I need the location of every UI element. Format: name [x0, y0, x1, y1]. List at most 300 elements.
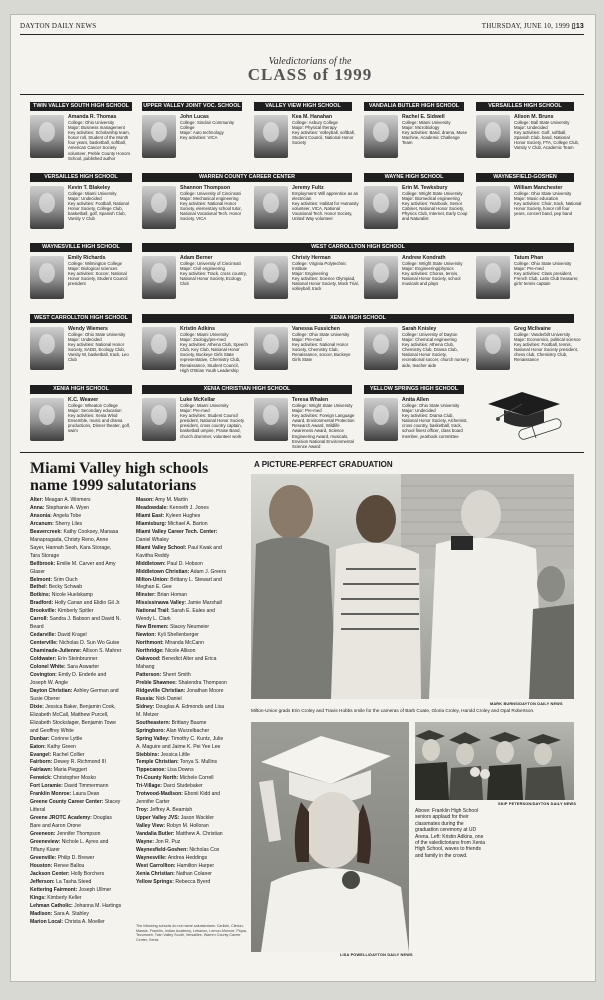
student-names: Nicholas D. Sun Wo Guise — [59, 640, 120, 647]
student-names: David Timmermann — [64, 783, 109, 790]
student-card: Jeremy Fultz Employment: Will apprentice as an electrician Key activities: Habitat for Humanity volunteer, VICA, National Vocational Tech. Honor Society, United Way volunteer — [254, 185, 358, 235]
graduation-heading: A PICTURE-PERFECT GRADUATION — [254, 460, 393, 469]
salutatorian-entry — [30, 521, 140, 529]
school-name: Marion Local: — [30, 918, 64, 925]
student-card: Amanda R. Thomas College: Ohio University Major: Business management Key activities: Scholarship team, honor roll, Student of the Month four years, basketball, softball, American Cancer Society volunteer, Preble County Honors School, published author — [30, 114, 134, 164]
student-names: Philip D. Brewer — [57, 854, 95, 861]
salutatorian-entry — [136, 600, 250, 608]
salutatorian-entry — [30, 529, 140, 537]
student-names: Nicole Huelskamp — [51, 592, 93, 599]
salutatorian-entry — [136, 736, 250, 744]
student-names: Maria Pieggert — [53, 767, 87, 774]
student-names: Christa A. Moeller — [64, 918, 105, 925]
student-names: Tara Storage — [30, 552, 60, 559]
salutatorian-entry — [136, 839, 250, 847]
school-name: Southeastern: — [136, 719, 171, 726]
school-name: Northridge: — [136, 648, 164, 655]
salutatorian-entry — [136, 815, 250, 823]
salutatorian-entry — [136, 616, 250, 624]
school-name: New Bremen: — [136, 624, 169, 631]
salutatorian-entry — [30, 696, 140, 704]
student-names: Litteral — [30, 807, 46, 814]
salutatorian-entry — [30, 624, 140, 632]
student-card: Sarah Knisley College: University of Dayton Major: Chemical engineering Key activities: Athena Club, Chemistry Club, Drama Club, National Honor Society, recreational soccer, church nursery aide, teacher aide — [364, 326, 468, 376]
school-header: WAYNESVILLE HIGH SCHOOL — [30, 243, 132, 252]
school-name: Greeneon: — [30, 831, 56, 838]
salutatorians-note: The following schools do not name salutatorians: Carlisle, Clinton-Massie, Franklin, Indian Academy, Lebanon, Lemon-Monroe, Piqua, Tecumseh, Twin Valley South, Versailles, Warren County Career Center, Xenia — [136, 924, 247, 942]
student-card: Andrew Kondrath College: Wright State University Major: Engineering/physics Key activities: Chorus, tennis, National Honor Society, school musicals and plays — [364, 255, 468, 305]
salutatorian-entry — [136, 791, 250, 799]
salutatorian-entry — [136, 584, 250, 592]
salutatorian-entry — [30, 704, 140, 712]
school-name: Troy: — [136, 807, 149, 814]
salutatorian-entry — [30, 561, 140, 569]
student-names: Stacey Neumeier — [169, 624, 210, 631]
school-name: Upper Valley JVS: — [136, 815, 180, 822]
student-names: Ebonii Kidd and — [184, 791, 221, 798]
student-card: K.C. Weaver College: Wheaton College Major: Secondary education Key activities: Xenia Wind Ensemble, music and drama productions, Dinner theater, golf, swim — [30, 397, 134, 447]
school-name: Arcanum: — [30, 520, 54, 527]
student-photo — [254, 115, 288, 158]
salutatorian-entry — [136, 592, 250, 600]
school-name: Beavercreek: — [30, 528, 63, 535]
school-name: Fairlawn: — [30, 767, 53, 774]
section-rule — [20, 452, 584, 453]
student-names: Kyli Shellenberger — [157, 632, 199, 639]
salutatorian-entry — [30, 759, 140, 767]
school-name: Coldwater: — [30, 656, 57, 663]
salutatorian-entry — [136, 521, 250, 529]
school-name: Greenville: — [30, 854, 57, 861]
school-header: WEST CARROLLTON HIGH SCHOOL — [30, 314, 132, 323]
salutatorian-entry — [136, 545, 250, 553]
school-name: Kings: — [30, 894, 46, 901]
student-names: M. Metzer — [136, 711, 159, 718]
student-photo — [142, 327, 176, 370]
salutatorian-entry — [30, 887, 140, 895]
school-name: Dayton Christian: — [30, 687, 73, 694]
salutatorian-entry — [30, 831, 140, 839]
salutatorian-entry — [136, 640, 250, 648]
salutatorian-entry — [30, 871, 140, 879]
school-name: Mississinawa Valley: — [136, 600, 187, 607]
school-name: Tri-County North: — [136, 775, 179, 782]
page-header — [20, 22, 584, 34]
student-names: Allison S. Mahrer — [82, 648, 122, 655]
student-names: Erin Steinbrunner — [57, 656, 98, 663]
student-card: Kea M. Hanahan College: Asbury College Major: Physical therapy Key activities: Volleyball, softball, Student Council, National Honor Society — [254, 114, 358, 164]
student-names: Kimberly Keller — [47, 894, 82, 901]
student-names: Lisa Downs — [167, 767, 194, 774]
salutatorian-entry — [136, 632, 250, 640]
student-names: Meghan E. Gee — [136, 584, 172, 591]
school-name: Madison: — [30, 910, 53, 917]
header-rule — [20, 34, 584, 35]
student-card: Kristin Adkins College: Miami University Major: Zoology/pre-med Key activities: Athena Club, Speech Club, Key Club, National Honor Society, Buckeye Girls State representative, Chemistry Club, Renaissance, Student Council, High O'Brian Youth Leadership — [142, 326, 246, 376]
student-names: Elizabeth Stockslager, Benjamin Towe — [30, 719, 116, 726]
salutatorian-entry — [30, 497, 140, 505]
salutatorian-entry — [136, 569, 250, 577]
graduation-photo-franklin — [415, 722, 574, 800]
school-name: Centerville: — [30, 640, 58, 647]
salutatorian-entry — [30, 895, 140, 903]
salutatorian-entry — [30, 680, 140, 688]
student-names: Stacey — [104, 799, 121, 806]
school-name: Sidney: — [136, 703, 155, 710]
salutatorian-entry — [30, 736, 140, 744]
student-photo — [364, 256, 398, 299]
school-header: VERSAILLES HIGH SCHOOL — [476, 102, 574, 111]
salutatorian-entry — [136, 799, 250, 807]
student-names: Jeffrey A. Beamish — [149, 807, 193, 814]
salutatorian-entry — [136, 529, 250, 537]
school-name: Meadowdale: — [136, 504, 168, 511]
salutatorian-entry — [136, 656, 250, 664]
school-name: Stebbins: — [136, 751, 160, 758]
student-names: Rebecca Byerd — [175, 878, 211, 885]
salutatorian-entry — [30, 577, 140, 585]
student-names: A. Maguire and Jaime K. Pei Yee Lee — [136, 743, 221, 750]
school-name: Eaton: — [30, 743, 46, 750]
student-names: David Kragel — [57, 632, 87, 639]
salutatorian-entry — [136, 775, 250, 783]
salutatorian-entry — [30, 791, 140, 799]
student-names: Tiffany Kiarer — [30, 846, 61, 853]
salutatorian-entry — [30, 600, 140, 608]
student-photo — [254, 256, 288, 299]
student-names: Brittany Baume — [171, 719, 207, 726]
student-names: Susie Oberer — [30, 695, 61, 702]
student-names: Elizabeth McCall, Matthew Purcell, — [30, 711, 109, 718]
school-header: XENIA HIGH SCHOOL — [142, 314, 574, 323]
school-name: Greene JROTC Academy: — [30, 815, 92, 822]
school-name: Temple Christian: — [136, 759, 179, 766]
student-photo — [364, 115, 398, 158]
student-names: Holly Borchers — [71, 870, 105, 877]
student-names: Kimberly Spitler — [57, 608, 94, 615]
salutatorian-entry — [30, 608, 140, 616]
student-names: Darci Studebaker — [163, 783, 203, 790]
salutatorian-entry — [136, 863, 250, 871]
school-name: Greeneview: — [30, 838, 61, 845]
salutatorian-entry — [30, 863, 140, 871]
student-names: Dewey R. Richmond III — [53, 759, 106, 766]
student-photo — [30, 256, 64, 299]
student-photo — [476, 256, 510, 299]
page-number: 13 — [575, 23, 584, 30]
salutatorian-entry — [136, 704, 250, 712]
student-names: Douglas — [93, 815, 112, 822]
school-name: Wayne: — [136, 838, 154, 845]
student-names: Jonathan Moore — [186, 687, 224, 694]
salutatorian-entry — [136, 680, 250, 688]
student-names: Kenneth J. Jones — [169, 504, 209, 511]
salutatorian-entry — [30, 815, 140, 823]
school-name: Jefferson: — [30, 878, 55, 885]
student-names: Sara Aswarter — [67, 664, 100, 671]
student-card: Teresa Whalen College: Wright State University Major: Pre-med Key activities: Foreign Language Award, Environmental Protection Research Award, Wildlife Awareness Award, Science Engineering Award, musicals, Envision National Environmental Science Award — [254, 397, 358, 447]
salutatorian-entry — [30, 640, 140, 648]
school-name: Milton-Union: — [136, 576, 169, 583]
student-names: Holly Canan and Elidio Gil Jr. — [54, 600, 121, 607]
student-photo — [476, 115, 510, 158]
school-name: Fenwick: — [30, 775, 52, 782]
school-name: Anna: — [30, 504, 45, 511]
salutatorian-entry — [136, 648, 250, 656]
salutatorian-entry — [30, 807, 140, 815]
school-header: WAYNE HIGH SCHOOL — [364, 173, 464, 182]
salutatorian-entry — [30, 553, 140, 561]
salutatorian-entry — [30, 903, 140, 911]
school-name: Springboro: — [136, 727, 166, 734]
school-header: WARREN COUNTY CAREER CENTER — [142, 173, 352, 182]
salutatorian-entry — [30, 847, 140, 855]
student-names: Jason Wackler — [180, 815, 214, 822]
school-header: WAYNESFIELD-GOSHEN — [476, 173, 574, 182]
student-names: Kavitha Reddy — [136, 552, 170, 559]
school-name: National Trail: — [136, 608, 170, 615]
mortarboard-diploma-icon — [482, 388, 568, 444]
student-names: Jamie Marshall — [187, 600, 222, 607]
student-names: Alan Wurzelbacher — [166, 727, 210, 734]
salutatorian-entry — [30, 569, 140, 577]
school-name: Kettering Fairmont: — [30, 886, 78, 893]
salutatorian-entry — [30, 505, 140, 513]
salutatorian-entry — [30, 823, 140, 831]
school-name: Colonel White: — [30, 664, 66, 671]
school-name: Belmont: — [30, 576, 53, 583]
school-name: Spring Valley: — [136, 735, 170, 742]
salutatorian-entry — [136, 831, 250, 839]
student-photo — [142, 256, 176, 299]
salutatorian-entry — [136, 513, 250, 521]
salutatorian-entry — [30, 752, 140, 760]
salutatorian-entry — [136, 696, 250, 704]
school-name: Cedarville: — [30, 632, 57, 639]
student-photo — [254, 186, 288, 229]
student-names: Michele Correll — [179, 775, 214, 782]
school-name: Evangel: — [30, 751, 52, 758]
valedictorians-banner: Valedictorians of the CLASS of 1999 — [247, 56, 373, 84]
salutatorian-entry — [136, 712, 250, 720]
student-names: Nicholas Cox — [189, 846, 220, 853]
student-names: Paul D. Hobson — [167, 560, 203, 567]
salutatorian-entry — [136, 577, 250, 585]
student-photo — [476, 186, 510, 229]
salutatorian-entry — [30, 672, 140, 680]
school-name: Miami Valley Career Tech. Center: — [136, 528, 218, 535]
student-names: Mahang — [136, 664, 155, 671]
school-name: Bellbrook: — [30, 560, 56, 567]
student-names: Jessica Little — [160, 751, 190, 758]
salutatorian-entry — [136, 561, 250, 569]
student-card: Anita Allen College: Ohio State University Major: Undecided Key activities: Drama Club, National Honor Society, Alchemist, cross country, basketball, track, school finest officer, class board member, yearbook committee — [364, 397, 468, 447]
salutatorian-entry — [30, 632, 140, 640]
student-names: Kathy Green — [47, 743, 76, 750]
student-names: Kyleen Hughes — [165, 512, 201, 519]
student-card: Adam Berner College: University of Cincinnati Major: Civil engineering Key activities: Track, cross country, National Honor Society, Ecology Club — [142, 255, 246, 305]
salutatorian-entry — [136, 823, 250, 831]
student-photo — [142, 398, 176, 441]
student-names: Stephanie A. Wyen — [45, 504, 90, 511]
student-photo — [364, 398, 398, 441]
student-card: William Manchester College: Ohio State University Major: Music education Key activities: Choir, track, National Honor Society, honor roll four years, concert band, pep band — [476, 185, 580, 235]
student-names: Timothy C. Kuntz, Julie — [171, 735, 224, 742]
student-names: Rachel Collier — [52, 751, 85, 758]
school-name: Brookville: — [30, 608, 57, 615]
student-names: Sayer, Hannah Seoh, Kara Storage, — [30, 544, 112, 551]
header-date: THURSDAY, JUNE 10, 1999 ▯13 — [481, 22, 584, 30]
salutatorian-entry — [136, 871, 250, 879]
photo-credit-franklin: SKIP PETERSON/DAYTON DAILY NEWS — [498, 802, 577, 806]
school-header: TWIN VALLEY SOUTH HIGH SCHOOL — [30, 102, 132, 111]
student-photo — [142, 115, 176, 158]
school-name: Ansonia: — [30, 512, 52, 519]
salutatorian-entry — [30, 879, 140, 887]
student-card: Wendy Wiemers College: Ohio State University Major: Undecided Key activities: National Honor Society, SADD, Ecology Club, Varsity W, basketball, track, Leo Club — [30, 326, 134, 376]
student-card: Christy Herman College: Virginia Polytechnic Institute Major: Engineering Key activities: Science Olympiad, National Honor Society, Mock Trial, volleyball, track — [254, 255, 358, 305]
salutatorian-entry — [136, 879, 250, 887]
student-names: Sherry Liles — [55, 520, 83, 527]
student-names: Amy M. Martin — [154, 497, 188, 503]
student-card: Tatum Phan College: Ohio State University Major: Pre-med Key activities: Class president, French Club, Latin Club treasurer, girls' tennis captain — [476, 255, 580, 305]
school-name: Franklin Monroe: — [30, 791, 72, 798]
school-name: Dixie: — [30, 703, 44, 710]
salutatorian-entry — [30, 592, 140, 600]
student-names: Johanna M. Hartings — [74, 902, 122, 909]
school-name: Yellow Springs: — [136, 878, 174, 885]
student-names: Beard — [30, 624, 44, 631]
graduation-caption-main: Milton-Union grads Erin Croley and Travis Hobbs smile for the cameras of Barb Coate, Gloria Croley, Harold Croley and Opal Robertson. — [251, 708, 535, 713]
salutatorian-entry — [30, 767, 140, 775]
student-names: Ashley German and — [73, 687, 119, 694]
student-photo — [476, 327, 510, 370]
salutatorians-column-1 — [30, 497, 140, 926]
school-header: VANDALIA BUTLER HIGH SCHOOL — [364, 102, 464, 111]
school-name: Jackson Center: — [30, 870, 70, 877]
student-photo — [254, 398, 288, 441]
student-names: Andrea Heddings — [167, 854, 208, 861]
student-photo — [254, 327, 288, 370]
school-name: Carroll: — [30, 616, 49, 623]
salutatorian-entry — [30, 911, 140, 919]
school-name: Patterson: — [136, 671, 162, 678]
student-names: Renee Ballou — [53, 862, 85, 869]
student-card: Rachel E. Sidwell College: Miami University Major: Microbiology Key activities: Band, drama, Muse Machine, Academic Challenge Team — [364, 114, 468, 164]
school-name: Ridgeville Christian: — [136, 687, 186, 694]
school-name: Oakwood: — [136, 656, 161, 663]
salutatorian-entry — [30, 688, 140, 696]
student-names: Meagan A. Winmers — [44, 497, 91, 503]
student-names: Wendy L. Clark — [136, 616, 171, 623]
school-name: Fairborn: — [30, 759, 53, 766]
salutatorian-entry — [136, 728, 250, 736]
school-name: Botkins: — [30, 592, 51, 599]
school-name: Houston: — [30, 862, 53, 869]
student-card: Greg McIlvaine College: Vanderbilt University Major: Economics, political science Key activities: Football, tennis, National Honor Society president, chess club, Chemistry Club, Renaissance — [476, 326, 580, 376]
student-names: Nick Daniel — [155, 695, 182, 702]
student-names: Jennifer Carter — [136, 799, 170, 806]
salutatorian-entry — [30, 839, 140, 847]
salutatorian-entry — [30, 584, 140, 592]
student-names: Brittany L. Stewart and — [170, 576, 222, 583]
salutatorian-entry — [136, 505, 250, 513]
student-names: Benedict Alter and Erica — [162, 656, 217, 663]
school-name: Miamisburg: — [136, 520, 167, 527]
salutatorian-entry — [136, 624, 250, 632]
student-names: Miranda McCann — [165, 640, 204, 647]
school-name: Waynesville: — [136, 854, 167, 861]
school-name: Valley View: — [136, 823, 166, 830]
school-name: Waynesfield-Goshen: — [136, 846, 188, 853]
salutatorian-entry — [136, 537, 250, 545]
school-name: Chaminade-Julienne: — [30, 648, 82, 655]
school-name: Dunbar: — [30, 735, 50, 742]
salutatorian-entry — [30, 537, 140, 545]
student-card: Luke McKellar College: Miami University Major: Pre-med Key activities: Student Council president, National Honor Society president, cross country captain, basketball umpire, Praise Band, church drummer, volunteer work — [142, 397, 246, 447]
student-photo — [142, 186, 176, 229]
school-name: Russia: — [136, 695, 155, 702]
school-header: XENIA CHRISTIAN HIGH SCHOOL — [142, 385, 352, 394]
salutatorian-entry — [136, 608, 250, 616]
student-names: Hamilton Harper — [176, 862, 215, 869]
salutatorian-entry — [136, 759, 250, 767]
student-names: Joseph Ullmer — [78, 886, 112, 893]
student-names: Christopher Mosko — [53, 775, 96, 782]
salutatorian-entry — [136, 752, 250, 760]
school-name: West Carrollton: — [136, 862, 176, 869]
student-names: Nicole Allison — [165, 648, 196, 655]
salutatorian-entry — [136, 767, 250, 775]
photo-credit-adkins: LISA POWELL/DAYTON DAILY NEWS — [340, 953, 413, 957]
student-names: Glaser — [30, 568, 46, 575]
graduation-photo-main — [251, 474, 574, 699]
student-names: Becky Schwab — [48, 584, 83, 591]
school-name: Miami East: — [136, 512, 165, 519]
school-name: Lehman Catholic: — [30, 902, 73, 909]
student-names: and Geoffrey White — [30, 727, 74, 734]
student-names: Sherri Smith — [162, 671, 191, 678]
salutatorian-entry — [30, 648, 140, 656]
student-card: Emily Richards College: Wilmington College Major: Biological sciences Key activities: Soccer, National Honor Society, Student Council president — [30, 255, 134, 305]
student-names: Shalendra Thompson — [178, 679, 227, 686]
school-name: Tippecanoe: — [136, 767, 166, 774]
student-names: Adam J. Greers — [190, 568, 227, 575]
school-name: Preble Shawnee: — [136, 679, 177, 686]
student-names: Joseph W. Angle — [30, 679, 68, 686]
salutatorian-entry — [30, 799, 140, 807]
school-name: Mason: — [136, 497, 154, 503]
student-names: La Tasha Steed — [56, 878, 92, 885]
school-name: Newton: — [136, 632, 157, 639]
salutatorian-entry — [30, 616, 140, 624]
student-names: Bare and Aaron Orone — [30, 823, 81, 830]
student-card: Erin M. Tewksbury College: Wright State University Major: Biomedical engineering Key activities: Yearbook, Senior Cabinet, National Honor Society, Physics Club, Internet, Early Coop and Naturalist — [364, 185, 468, 235]
salutatorian-entry — [30, 720, 140, 728]
student-names: Douglas A. Edmonds and Lisa — [155, 703, 225, 710]
salutatorian-entry — [30, 712, 140, 720]
school-name: Alter: — [30, 497, 44, 503]
student-photo — [364, 186, 398, 229]
student-names: Emilie M. Carver and Amy — [56, 560, 116, 567]
student-names: Matthew A. Christian — [175, 831, 223, 838]
salutatorian-entry — [136, 847, 250, 855]
student-names: Jessica Baker, Benjamin Cook, — [45, 703, 116, 710]
student-names: Paul Kwak and — [187, 544, 222, 551]
school-name: Minster: — [136, 592, 156, 599]
student-names: Sarah E. Eales and — [171, 608, 216, 615]
student-names: Laura Dean — [72, 791, 100, 798]
